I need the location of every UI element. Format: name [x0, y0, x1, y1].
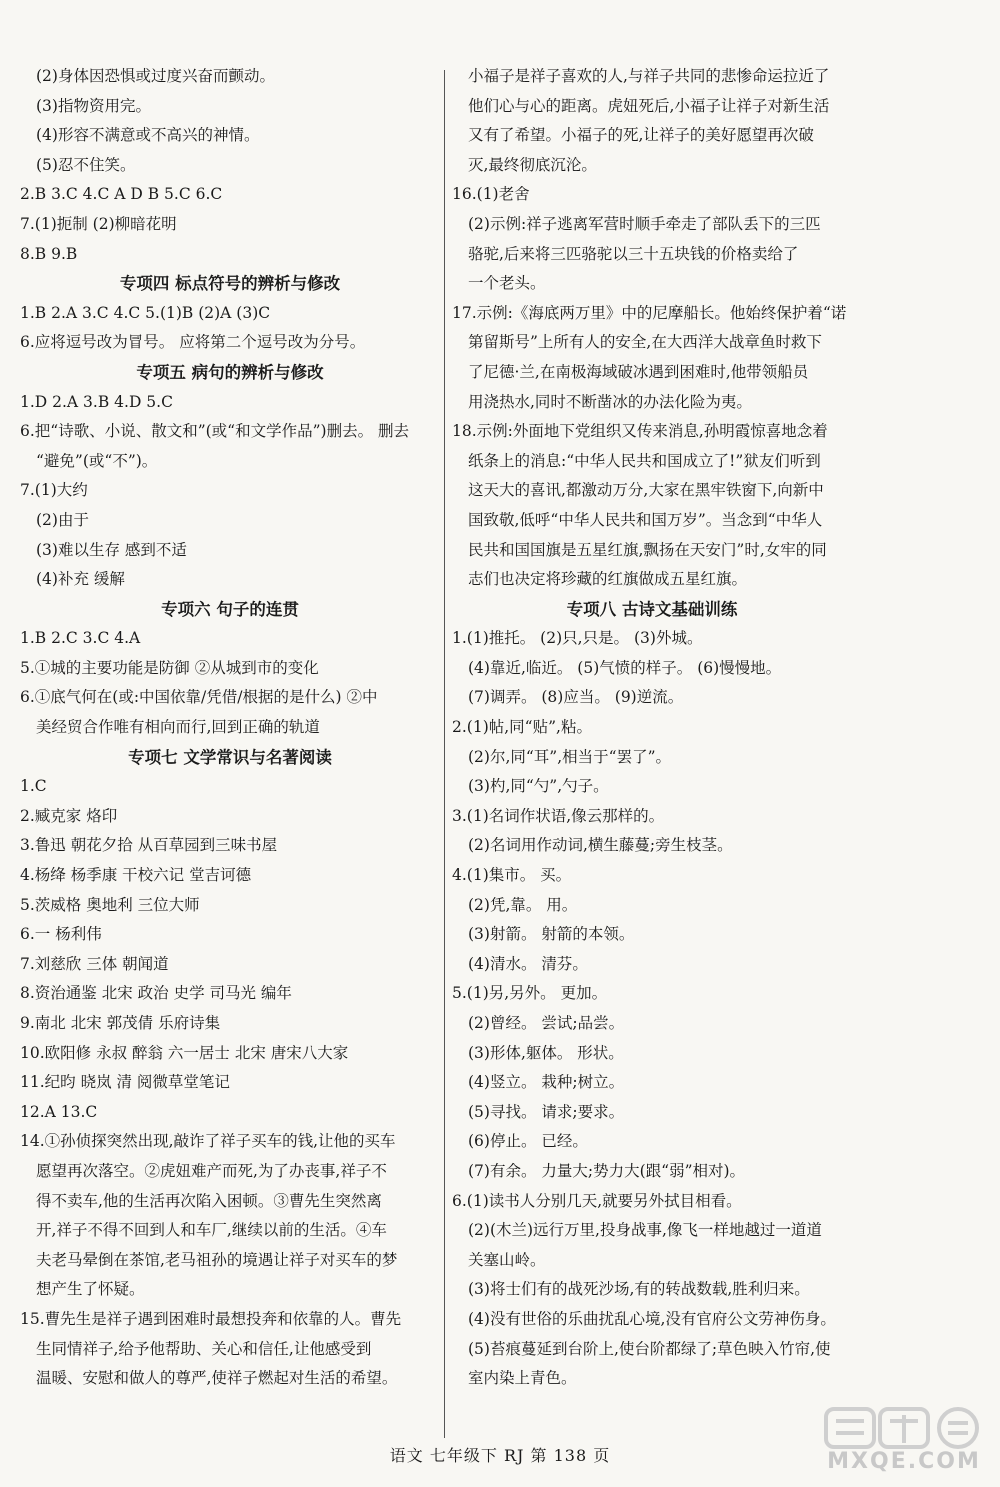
right-answer-line: 纸条上的消息:“中华人民共和国成立了!”狱友们听到 — [468, 451, 821, 470]
right-answer-line: 用浇热水,同时不断凿冰的办法化险为夷。 — [468, 392, 752, 411]
right-answer-line: 3.(1)名词作状语,像云那样的。 — [452, 806, 665, 825]
left-answer-line: 开,祥子不得不回到人和车厂,继续以前的生活。④车 — [36, 1221, 387, 1240]
watermark-glyph-icon — [816, 1405, 992, 1451]
page-footer: 语文 七年级下 RJ 第 138 页 — [389, 1446, 611, 1465]
left-answer-line: (3)指物资用完。 — [36, 96, 151, 115]
right-answer-line: 6.(1)读书人分别几天,就要另外拭目相看。 — [452, 1191, 742, 1210]
left-answer-line: 得不卖车,他的生活再次陷入困顿。③曹先生突然离 — [36, 1191, 382, 1210]
left-answer-line: 5.①城的主要功能是防御 ②从城到市的变化 — [20, 658, 319, 677]
right-answer-line: (4)没有世俗的乐曲扰乱心境,没有官府公文劳神伤身。 — [468, 1309, 836, 1328]
right-answer-line: 灭,最终彻底沉沦。 — [468, 155, 597, 174]
right-answer-line: (4)靠近,临近。 (5)气愤的样子。 (6)慢慢地。 — [468, 658, 782, 677]
left-answer-line: 10.欧阳修 永叔 醉翁 六一居士 北宋 唐宋八大家 — [20, 1043, 349, 1062]
right-answer-line: 18.示例:外面地下党组织又传来消息,孙明霞惊喜地念着 — [452, 422, 828, 441]
left-answer-line: (4)形容不满意或不高兴的神情。 — [36, 126, 260, 145]
right-column — [452, 62, 852, 1394]
left-answer-line: (4)补充 缓解 — [36, 570, 125, 589]
left-column — [20, 62, 440, 1394]
right-answer-line: 又有了希望。小福子的死,让祥子的美好愿望再次破 — [468, 126, 814, 145]
right-answer-line: (2)(木兰)远行万里,投身战事,像飞一样地越过一道道 — [468, 1221, 822, 1240]
left-answer-line: 8.B 9.B — [20, 244, 78, 263]
left-answer-line: 1.B 2.C 3.C 4.A — [20, 629, 141, 648]
left-answer-line: (5)忍不住笑。 — [36, 155, 136, 174]
left-answer-line: 1.D 2.A 3.B 4.D 5.C — [20, 392, 173, 411]
right-answer-line: (3)将士们有的战死沙场,有的转战数载,胜利归来。 — [468, 1280, 810, 1299]
right-answer-line: 4.(1)集市。 买。 — [452, 866, 572, 885]
left-answer-line: “避免”(或“不”)。 — [36, 451, 158, 470]
right-answer-line: (2)名词用作动词,横生藤蔓;旁生枝茎。 — [468, 836, 733, 855]
right-answer-line: 2.(1)帖,同“贴”,粘。 — [452, 718, 592, 737]
left-answer-line: 美经贸合作唯有相向而行,回到正确的轨道 — [36, 718, 320, 737]
right-answer-line: 了尼德·兰,在南极海域破冰遇到困难时,他带领船员 — [468, 362, 809, 381]
section-heading: 专项七 文学常识与名著阅读 — [128, 747, 332, 767]
left-answer-line: 4.杨绛 杨季康 干校六记 堂吉诃德 — [20, 866, 252, 885]
right-answer-line: 一个老头。 — [468, 274, 546, 293]
right-answer-line: 志们也决定将珍藏的红旗做成五星红旗。 — [468, 570, 748, 589]
right-answer-line: 室内染上青色。 — [468, 1369, 577, 1388]
watermark-text: MXQE.COM — [827, 1449, 981, 1474]
right-answer-line: 他们心与心的距离。虎妞死后,小福子让祥子对新生活 — [468, 96, 830, 115]
left-answer-line: 7.刘慈欣 三体 朝闻道 — [20, 954, 169, 973]
left-answer-line: 6.一 杨利伟 — [20, 925, 102, 944]
left-answer-line: 1.B 2.A 3.C 4.C 5.(1)B (2)A (3)C — [20, 303, 271, 322]
right-answer-line: (6)停止。 已经。 — [468, 1132, 588, 1151]
left-answer-line: 5.茨威格 奥地利 三位大师 — [20, 895, 200, 914]
right-answer-line: 1.(1)推托。 (2)只,只是。 (3)外城。 — [452, 629, 703, 648]
left-answer-line: 15.曹先生是祥子遇到困难时最想投奔和依靠的人。曹先 — [20, 1309, 402, 1328]
right-answer-line: (2)尔,同“耳”,相当于“罢了”。 — [468, 747, 672, 766]
right-answer-line: (4)清水。 清芬。 — [468, 954, 588, 973]
left-answer-line: 7.(1)大约 — [20, 481, 88, 500]
right-answer-line: 民共和国国旗是五星红旗,飘扬在天安门”时,女牢的同 — [468, 540, 827, 559]
left-answer-line: 2.B 3.C 4.C A D B 5.C 6.C — [20, 185, 223, 204]
section-heading: 专项四 标点符号的辨析与修改 — [119, 274, 341, 294]
left-answer-line: 7.(1)扼制 (2)柳暗花明 — [20, 214, 177, 233]
left-answer-line: 想产生了怀疑。 — [36, 1280, 145, 1299]
left-answer-line: 夫老马晕倒在茶馆,老马祖孙的境遇让祥子对买车的梦 — [36, 1250, 398, 1269]
watermark-logo — [816, 1405, 992, 1483]
right-answer-line: (7)调弄。 (8)应当。 (9)逆流。 — [468, 688, 684, 707]
column-divider — [444, 70, 445, 1438]
right-answer-line: (2)凭,靠。 用。 — [468, 895, 578, 914]
right-answer-line: (5)苔痕蔓延到台阶上,使台阶都绿了;草色映入竹帘,使 — [468, 1339, 831, 1358]
right-answer-line: 16.(1)老舍 — [452, 185, 530, 204]
left-answer-line: 生同情祥子,给予他帮助、关心和信任,让他感受到 — [36, 1339, 372, 1358]
right-answer-line: (3)杓,同“勺”,勺子。 — [468, 777, 609, 796]
left-answer-line: 2.臧克家 烙印 — [20, 806, 118, 825]
left-answer-line: 愿望再次落空。②虎妞难产而死,为了办丧事,祥子不 — [36, 1161, 387, 1180]
right-answer-line: (3)形体,躯体。 形状。 — [468, 1043, 624, 1062]
left-answer-line: 6.把“诗歌、小说、散文和”(或“和文学作品”)删去。 删去 — [20, 422, 410, 441]
left-answer-line: 1.C — [20, 777, 47, 796]
left-answer-line: (3)难以生存 感到不适 — [36, 540, 187, 559]
right-answer-line: 5.(1)另,另外。 更加。 — [452, 984, 608, 1003]
right-answer-line: 这天大的喜讯,都激动万分,大家在黑牢铁窗下,向新中 — [468, 481, 824, 500]
right-answer-line: (2)曾经。 尝试;品尝。 — [468, 1014, 625, 1032]
left-answer-line: 12.A 13.C — [20, 1102, 98, 1121]
left-answer-line: 9.南北 北宋 郭茂倩 乐府诗集 — [20, 1014, 221, 1032]
right-answer-line: 第留斯号”上所有人的安全,在大西洋大战章鱼时救下 — [468, 333, 822, 352]
right-answer-line: 国致敬,低呼“中华人民共和国万岁”。当念到“中华人 — [468, 510, 823, 529]
section-heading: 专项六 句子的连贯 — [161, 599, 299, 619]
right-answer-line: 小福子是祥子喜欢的人,与祥子共同的悲惨命运拉近了 — [468, 67, 830, 85]
right-answer-line: (3)射箭。 射箭的本领。 — [468, 925, 635, 944]
section-heading: 专项八 古诗文基础训练 — [566, 599, 738, 619]
left-answer-line: 6.应将逗号改为冒号。 应将第二个逗号改为分号。 — [20, 333, 366, 352]
right-answer-line: (4)竖立。 栽种;树立。 — [468, 1073, 625, 1092]
left-answer-line: 温暖、安慰和做人的尊严,使祥子燃起对生活的希望。 — [36, 1369, 398, 1388]
left-answer-line: 11.纪昀 晓岚 清 阅微草堂笔记 — [20, 1073, 230, 1092]
right-answer-line: 骆驼,后来将三匹骆驼以三十五块钱的价格卖给了 — [468, 244, 799, 263]
right-answer-line: 17.示例:《海底两万里》中的尼摩船长。他始终保护着“诺 — [452, 303, 847, 322]
section-heading: 专项五 病句的辨析与修改 — [136, 362, 324, 382]
right-answer-line: (5)寻找。 请求;要求。 — [468, 1102, 625, 1121]
left-answer-line: 8.资治通鉴 北宋 政治 史学 司马光 编年 — [20, 984, 292, 1003]
right-answer-line: (2)示例:祥子逃离军营时顺手牵走了部队丢下的三匹 — [468, 214, 821, 233]
right-answer-line: (7)有余。 力量大;势力大(跟“弱”相对)。 — [468, 1161, 746, 1180]
left-answer-line: 3.鲁迅 朝花夕拾 从百草园到三味书屋 — [20, 836, 278, 855]
left-answer-line: (2)由于 — [36, 510, 89, 529]
left-answer-line: (2)身体因恐惧或过度兴奋而颤动。 — [36, 67, 275, 85]
right-answer-line: 关塞山岭。 — [468, 1250, 546, 1269]
left-answer-line: 6.①底气何在(或:中国依靠/凭借/根据的是什么) ②中 — [20, 688, 378, 707]
left-answer-line: 14.①孙侦探突然出现,敲诈了祥子买车的钱,让他的买车 — [20, 1132, 396, 1151]
